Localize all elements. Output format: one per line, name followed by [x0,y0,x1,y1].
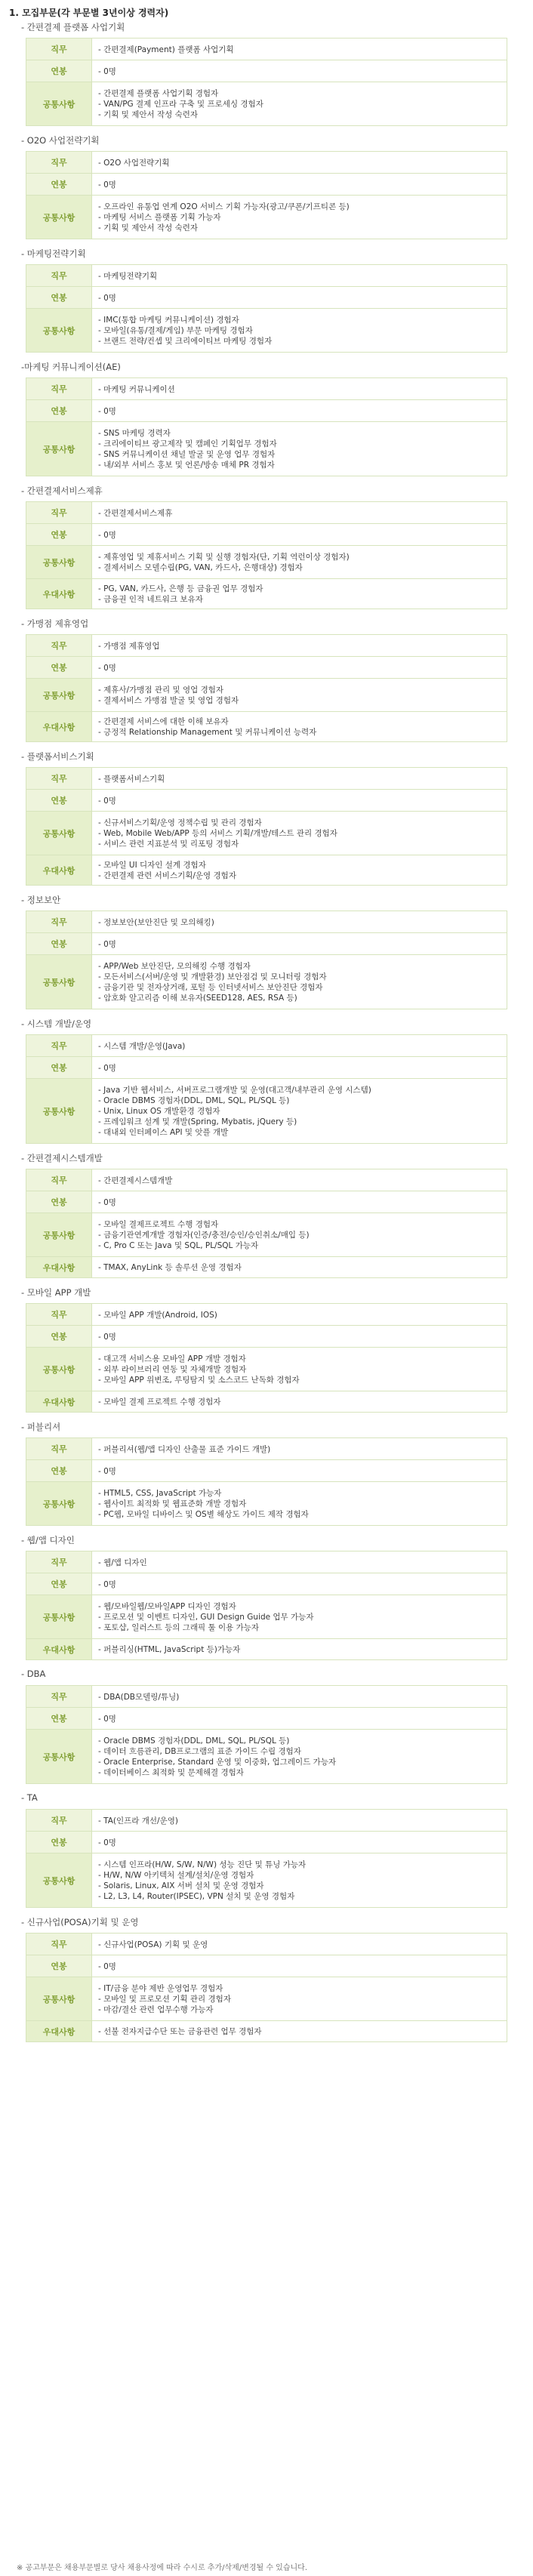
required-row [26,812,507,855]
preferred-row [26,579,507,609]
section-title: - DBA [21,1669,46,1679]
headcount-row [26,1955,507,1977]
required-line: - 웹/모바일웹/모바일APP 디자인 경험자 [98,1601,236,1611]
required-label: 공통사항 [26,1482,92,1526]
job-label: 직무 [26,265,92,287]
required-line: - Unix, Linux OS 개발환경 경험자 [98,1106,220,1116]
headcount-value: - 0명 [92,1573,507,1595]
required-line: - 시스템 인프라(H/W, S/W, N/W) 성능 진단 및 튜닝 가능자 [98,1860,307,1869]
required-line: - Java 기반 웹서비스, 서버프로그램개발 및 운영(대고객/내부관리 운영 시스템) [98,1085,371,1095]
preferred-row [26,1257,507,1278]
job-row [26,1169,507,1191]
required-value [92,1730,507,1784]
section-title: - 마케팅전략기획 [21,248,86,259]
required-line: - 모바일 APP 위변조, 루팅탐지 및 소스코드 난독화 경험자 [98,1375,300,1385]
required-line: - 마케팅 서비스 플랫폼 기획 가능자 [98,212,221,222]
required-line: - 내/외부 서비스 홍보 및 언론/방송 매체 PR 경험자 [98,460,275,470]
required-value [92,1595,507,1639]
required-line: - 서비스 관련 지표분석 및 리포팅 경험자 [98,839,239,849]
required-value [92,309,507,353]
required-row [26,82,507,126]
required-row [26,1213,507,1257]
job-table [26,501,507,609]
years-label: 연봉 [26,287,92,309]
preferred-row [26,2021,507,2042]
preferred-value [92,579,507,609]
required-line: - 대고객 서비스용 모바일 APP 개발 경험자 [98,1354,246,1363]
job-value: - 플랫폼서비스기획 [92,768,507,790]
required-line: - SNS 마케팅 경력자 [98,428,171,438]
job-table [26,1303,507,1413]
required-line: - Oracle Enterprise, Standard 운영 및 이중화, 업그레이드 가능자 [98,1757,337,1767]
job-value: - 간편결제서비스제휴 [92,502,507,524]
headcount-row [26,1460,507,1482]
required-line: - C, Pro C 또는 Java 및 SQL, PL/SQL 가능자 [98,1240,259,1250]
required-line: - 모바일(유통/결제/게임) 부문 마케팅 경험자 [98,325,253,335]
section-title: - TA [21,1792,38,1803]
job-row [26,1934,507,1955]
required-row [26,1730,507,1784]
job-label: 직무 [26,1035,92,1057]
job-value: - 마케팅전략기획 [92,265,507,287]
required-value [92,1482,507,1526]
required-line: - 브랜드 전략/컨셉 및 크리에이티브 마케팅 경험자 [98,336,273,346]
job-table [26,1437,507,1526]
years-label: 연봉 [26,1573,92,1595]
headcount-value: - 0명 [92,60,507,82]
section-title: - 웹/앱 디자인 [21,1535,75,1545]
preferred-value [92,1257,507,1278]
job-value: - TA(인프라 개선/운영) [92,1810,507,1832]
years-label: 연봉 [26,1326,92,1348]
headcount-value: - 0명 [92,1326,507,1348]
required-label: 공통사항 [26,955,92,1009]
job-table [26,1809,507,1908]
required-line: - Oracle DBMS 경험자(DDL, DML, SQL, PL/SQL 등) [98,1095,290,1105]
required-line: - L2, L3, L4, Router(IPSEC), VPN 설치 및 운영 경험자 [98,1891,295,1901]
required-line: - 기획 및 제안서 작성 숙련자 [98,223,199,233]
job-row [26,1304,507,1326]
section-title: -마케팅 커뮤니케이션(AE) [21,362,121,372]
job-value: - 마케팅 커뮤니케이션 [92,378,507,400]
required-line: - 대내외 인터페이스 API 및 앗플 개발 [98,1127,229,1137]
required-line: - 외부 라이브러리 연동 및 자체개발 경험자 [98,1364,247,1374]
job-table [26,38,507,126]
headcount-row [26,400,507,422]
required-line: - PC웹, 모바일 디바이스 및 OS별 해상도 가이드 제작 경험자 [98,1509,309,1519]
preferred-label: 우대사항 [26,1391,92,1413]
job-table [26,911,507,1009]
years-label: 연봉 [26,790,92,812]
headcount-row [26,1832,507,1853]
job-value: - 웹/앱 디자인 [92,1551,507,1573]
required-value [92,196,507,239]
preferred-label: 우대사항 [26,1639,92,1660]
required-label: 공통사항 [26,1213,92,1257]
job-table [26,151,507,239]
preferred-row [26,1639,507,1660]
job-table [26,1685,507,1784]
headcount-row [26,790,507,812]
job-label: 직무 [26,1304,92,1326]
job-label: 직무 [26,1934,92,1955]
preferred-value [92,712,507,742]
required-value [92,1079,507,1144]
job-row [26,1810,507,1832]
job-row [26,1686,507,1708]
preferred-row [26,855,507,886]
job-label: 직무 [26,39,92,60]
job-label: 직무 [26,1169,92,1191]
job-table [26,1034,507,1144]
section-title: - 가맹점 제휴영업 [21,618,89,629]
required-label: 공통사항 [26,1730,92,1784]
section-title: - 시스템 개발/운영 [21,1018,92,1029]
section-title: - 신규사업(POSA)기획 및 운영 [21,1917,139,1927]
headcount-value: - 0명 [92,933,507,955]
job-value: - 간편결제(Payment) 플랫폼 사업기획 [92,39,507,60]
years-label: 연봉 [26,174,92,196]
years-label: 연봉 [26,933,92,955]
required-line: - 모든서비스(서버/운영 및 개발환경) 보안점검 및 모니터링 경험자 [98,972,327,981]
required-row [26,309,507,353]
required-row [26,1482,507,1526]
required-line: - VAN/PG 결제 인프라 구축 및 프로세싱 경험자 [98,99,263,109]
job-table [26,1933,507,2042]
headcount-value: - 0명 [92,1191,507,1213]
preferred-label: 우대사항 [26,1257,92,1278]
section-title: - 퍼블리셔 [21,1422,61,1432]
years-label: 연봉 [26,60,92,82]
preferred-line: - 모바일 UI 디자인 설계 경험자 [98,860,206,870]
required-label: 공통사항 [26,812,92,855]
required-row [26,1595,507,1639]
required-line: - 결제서비스 모델수립(PG, VAN, 카드사, 은행대상) 경험자 [98,562,303,572]
required-row [26,679,507,712]
required-label: 공통사항 [26,196,92,239]
preferred-line: - 긍정적 Relationship Management 및 커뮤니케이션 능력자 [98,727,317,737]
required-line: - 암호화 알고리즘 이해 보유자(SEED128, AES, RSA 등) [98,993,297,1003]
headcount-value: - 0명 [92,1708,507,1730]
preferred-value [92,2021,507,2042]
job-value: - 퍼블리셔(웹/앱 디자인 산출물 표준 가이드 개발) [92,1438,507,1460]
required-line: - 프레임워크 설계 및 개발(Spring, Mybatis, jQuery 등) [98,1117,297,1126]
job-row [26,502,507,524]
preferred-line: - 모바일 결제 프로젝트 수행 경험자 [98,1397,221,1407]
job-value: - 시스템 개발/운영(Java) [92,1035,507,1057]
headcount-row [26,174,507,196]
required-row [26,1079,507,1144]
required-line: - 오프라인 유통업 연계 O2O 서비스 기획 가능자(광고/쿠폰/기프티콘 등) [98,202,350,211]
preferred-label: 우대사항 [26,712,92,742]
required-label: 공통사항 [26,1079,92,1144]
years-label: 연봉 [26,657,92,679]
required-line: - 기획 및 제안서 작성 숙련자 [98,109,199,119]
preferred-label: 우대사항 [26,2021,92,2042]
required-value [92,955,507,1009]
section-title: - 간편결제서비스제휴 [21,485,103,496]
job-label: 직무 [26,1686,92,1708]
years-label: 연봉 [26,524,92,546]
headcount-value: - 0명 [92,657,507,679]
job-table [26,377,507,476]
job-row [26,635,507,657]
job-label: 직무 [26,152,92,174]
required-label: 공통사항 [26,546,92,579]
required-line: - 모바일 결제프로젝트 수행 경험자 [98,1219,219,1229]
required-row [26,1977,507,2021]
required-line: - 결제서비스 가맹점 발굴 및 영업 경험자 [98,695,239,705]
required-label: 공통사항 [26,309,92,353]
job-value: - 신규사업(POSA) 기획 및 운영 [92,1934,507,1955]
headcount-value: - 0명 [92,1460,507,1482]
preferred-row [26,712,507,742]
required-line: - Solaris, Linux, AIX 서버 설치 및 운영 경험자 [98,1881,264,1890]
job-row [26,1035,507,1057]
required-line: - 데이터베이스 최적화 및 문제해결 경험자 [98,1767,244,1777]
headcount-row [26,1326,507,1348]
required-value [92,422,507,476]
required-line: - 금융기관연계개발 경험자(인증/충전/승인/승인취소/매입 등) [98,1230,310,1240]
job-label: 직무 [26,378,92,400]
job-row [26,39,507,60]
job-row [26,1551,507,1573]
job-label: 직무 [26,1551,92,1573]
required-line: - Web, Mobile Web/APP 등의 서비스 기획/개발/테스트 관리 경험자 [98,828,337,838]
preferred-line: - PG, VAN, 카드사, 은행 등 금융권 업무 경험자 [98,584,263,593]
headcount-row [26,1057,507,1079]
job-table [26,767,507,886]
required-row [26,955,507,1009]
required-label: 공통사항 [26,82,92,126]
job-row [26,911,507,933]
page-title: 1. 모집부문(각 부문별 3년이상 경력자) [9,8,169,18]
job-label: 직무 [26,1810,92,1832]
job-row [26,768,507,790]
required-line: - IMC(통합 마케팅 커뮤니케이션) 경험자 [98,315,239,325]
job-label: 직무 [26,635,92,657]
preferred-row [26,1391,507,1413]
required-value [92,679,507,712]
footnote: ※ 공고부문은 채용부문별로 당사 채용사정에 따라 수시로 추가/삭제/변경될 수 있습니다. [17,2564,308,2572]
section-title: - 간편결제시스템개발 [21,1153,103,1163]
headcount-value: - 0명 [92,1832,507,1853]
required-line: - APP/Web 보안진단, 모의해킹 수행 경험자 [98,961,251,971]
years-label: 연봉 [26,1955,92,1977]
required-label: 공통사항 [26,1595,92,1639]
job-value: - DBA(DB모델링/튜닝) [92,1686,507,1708]
job-label: 직무 [26,1438,92,1460]
years-label: 연봉 [26,1460,92,1482]
years-label: 연봉 [26,1708,92,1730]
headcount-value: - 0명 [92,1955,507,1977]
required-value [92,812,507,855]
required-row [26,546,507,579]
section-title: - O2O 사업전략기획 [21,135,100,146]
preferred-line: - 간편결제 서비스에 대한 이해 보유자 [98,716,229,726]
headcount-row [26,1708,507,1730]
required-value [92,546,507,579]
required-row [26,196,507,239]
years-label: 연봉 [26,1057,92,1079]
job-table [26,634,507,742]
required-line: - 포토샵, 일러스트 등의 그래픽 툴 이용 가능자 [98,1622,260,1632]
required-label: 공통사항 [26,1853,92,1908]
job-label: 직무 [26,911,92,933]
headcount-row [26,60,507,82]
required-label: 공통사항 [26,679,92,712]
job-value: - 간편결제시스템개발 [92,1169,507,1191]
required-line: - 제휴사/가맹점 관리 및 영업 경험자 [98,685,224,695]
preferred-label: 우대사항 [26,855,92,886]
required-line: - 크리에이티브 광고제작 및 캠페인 기획업무 경험자 [98,439,277,448]
job-row [26,265,507,287]
headcount-value: - 0명 [92,524,507,546]
required-value [92,1213,507,1257]
required-line: - 마감/결산 관련 업무수행 가능자 [98,2004,214,2014]
required-line: - 신규서비스기획/운영 정책수립 및 관리 경험자 [98,818,262,827]
preferred-value [92,1639,507,1660]
job-label: 직무 [26,768,92,790]
preferred-value [92,855,507,886]
years-label: 연봉 [26,1832,92,1853]
job-table [26,264,507,353]
preferred-line: - 금융권 인적 네트워크 보유자 [98,594,203,604]
job-table [26,1169,507,1278]
headcount-value: - 0명 [92,400,507,422]
job-table [26,1551,507,1660]
headcount-row [26,1191,507,1213]
section-title: - 간편결제 플랫폼 사업기획 [21,22,125,32]
headcount-row [26,1573,507,1595]
required-value [92,1977,507,2021]
required-line: - 웹사이트 최적화 및 웹표준화 개발 경험자 [98,1499,247,1508]
job-label: 직무 [26,502,92,524]
headcount-row [26,287,507,309]
job-value: - 정보보안(보안진단 및 모의해킹) [92,911,507,933]
required-row [26,422,507,476]
headcount-value: - 0명 [92,174,507,196]
required-value [92,1348,507,1391]
required-value [92,1853,507,1908]
job-value: - 가맹점 제휴영업 [92,635,507,657]
required-label: 공통사항 [26,1348,92,1391]
required-line: - 간편결제 플랫폼 사업기획 경험자 [98,88,219,98]
job-row [26,152,507,174]
job-value: - 모바일 APP 개발(Android, IOS) [92,1304,507,1326]
preferred-value [92,1391,507,1413]
preferred-line: - 퍼블리싱(HTML, JavaScript 등)가능자 [98,1644,241,1654]
years-label: 연봉 [26,1191,92,1213]
section-title: - 플랫폼서비스기획 [21,751,94,762]
required-line: - 제휴영업 및 제휴서비스 기획 및 실행 경험자(단, 기획 역런이상 경험자) [98,552,350,562]
headcount-value: - 0명 [92,790,507,812]
required-line: - 데이터 흐름관리, DB프로그램의 표준 가이드 수립 경험자 [98,1746,301,1756]
years-label: 연봉 [26,400,92,422]
job-row [26,1438,507,1460]
headcount-value: - 0명 [92,287,507,309]
section-title: - 정보보안 [21,895,61,905]
required-line: - SNS 커뮤니케이션 채널 발굴 및 운영 업무 경험자 [98,449,276,459]
required-value [92,82,507,126]
section-title: - 모바일 APP 개발 [21,1287,91,1298]
required-line: - HTML5, CSS, JavaScript 가능자 [98,1488,222,1498]
required-line: - 금융기관 및 전자상거래, 포털 등 인터넷서비스 보안진단 경험자 [98,982,323,992]
required-line: - Oracle DBMS 경험자(DDL, DML, SQL, PL/SQL 등) [98,1736,290,1746]
required-label: 공통사항 [26,1977,92,2021]
preferred-line: - 선불 전자지급수단 또는 금융관련 업무 경험자 [98,2026,262,2036]
required-row [26,1853,507,1908]
required-line: - H/W, N/W 아키텍처 설계/설치/운영 경험자 [98,1870,254,1880]
headcount-value: - 0명 [92,1057,507,1079]
headcount-row [26,933,507,955]
job-value: - O2O 사업전략기획 [92,152,507,174]
required-line: - 프로모션 및 이벤트 디자인, GUI Design Guide 업무 가능자 [98,1612,314,1622]
headcount-row [26,524,507,546]
preferred-label: 우대사항 [26,579,92,609]
job-row [26,378,507,400]
required-label: 공통사항 [26,422,92,476]
required-line: - IT/금융 분야 제반 운영업무 경험자 [98,1983,223,1993]
headcount-row [26,657,507,679]
preferred-line: - TMAX, AnyLink 등 솔루션 운영 경험자 [98,1262,242,1272]
required-line: - 모바일 및 프로모션 기획 관리 경험자 [98,1994,231,2004]
required-row [26,1348,507,1391]
preferred-line: - 간편결제 관련 서비스기획/운영 경험자 [98,870,236,880]
